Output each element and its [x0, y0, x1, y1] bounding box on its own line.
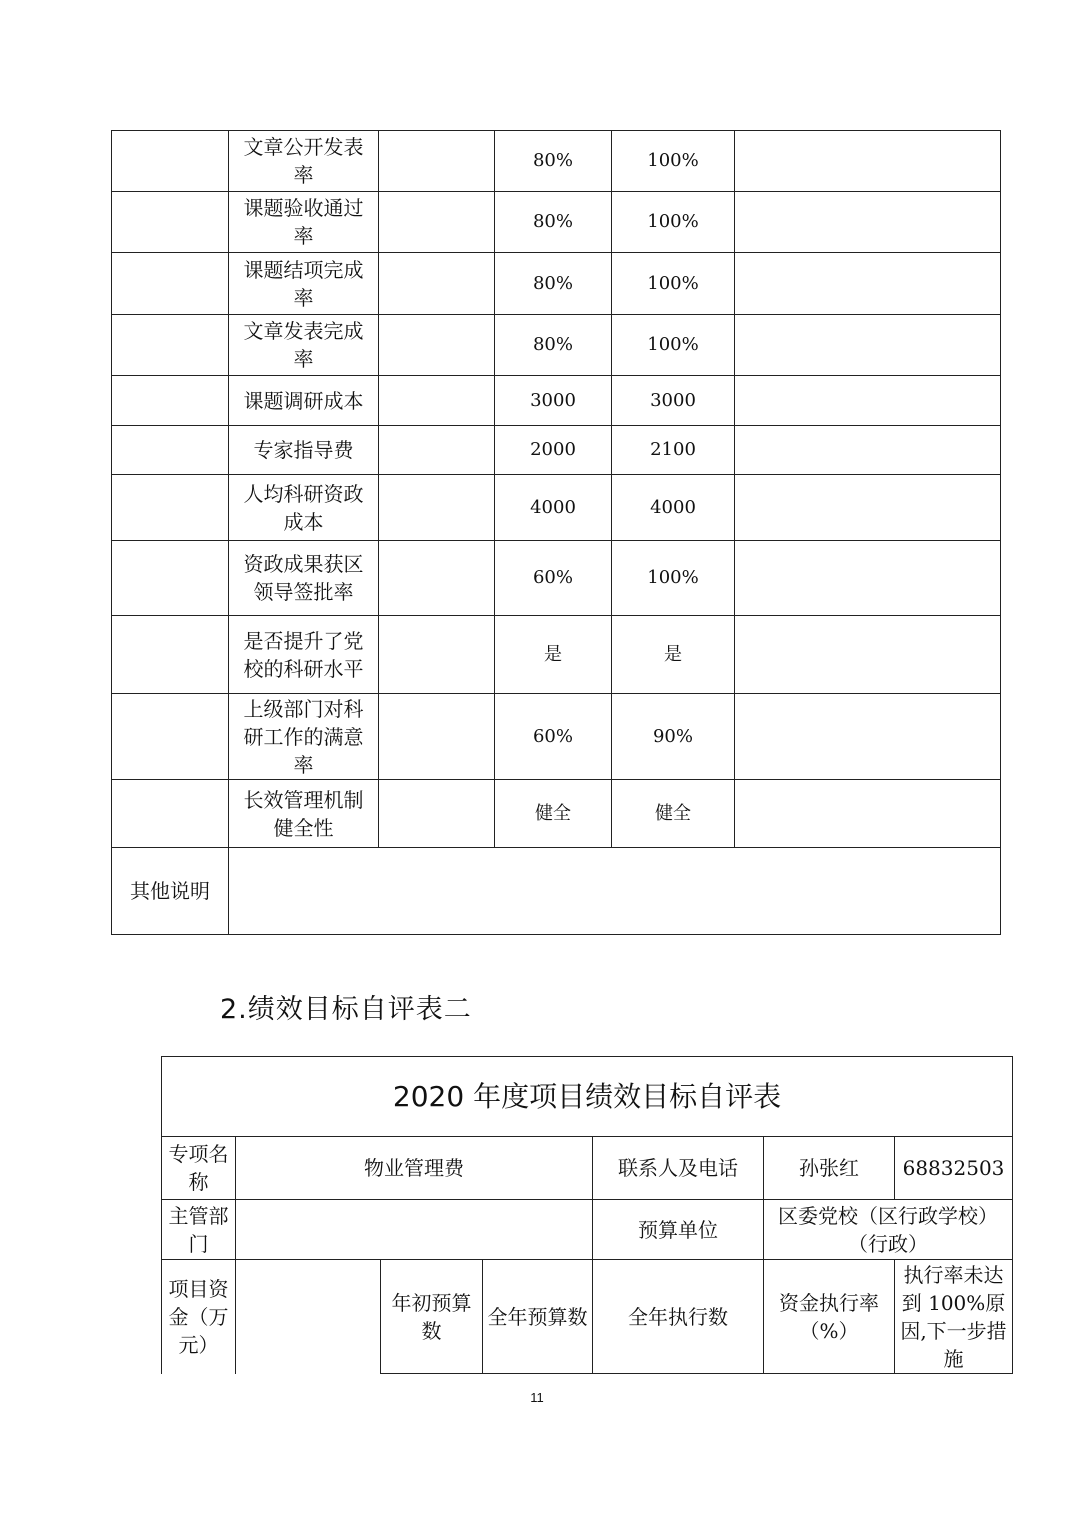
form-title: 2020 年度项目绩效目标自评表: [162, 1057, 1013, 1137]
indicator-name: 文章发表完成率: [229, 315, 379, 376]
project-name-value: 物业管理费: [236, 1137, 593, 1200]
indicator-target: 4000: [495, 475, 612, 541]
indicator-actual: 是: [612, 616, 735, 694]
indicator-actual: 2100: [612, 426, 735, 475]
indicator-target: 80%: [495, 315, 612, 376]
contact-phone: 68832503: [895, 1137, 1013, 1200]
indicator-target: 3000: [495, 376, 612, 426]
indicator-target: 80%: [495, 131, 612, 192]
table-row: [112, 253, 1001, 315]
col-annual-budget: 全年预算数: [483, 1260, 593, 1374]
table-row: [112, 376, 1001, 426]
form-title-row: [162, 1057, 1013, 1137]
budget-unit-value: 区委党校（区行政学校）（行政）: [764, 1200, 1013, 1260]
table-row: [112, 780, 1001, 848]
indicator-name: 课题调研成本: [229, 376, 379, 426]
section-title: 2.绩效目标自评表二: [220, 994, 472, 1025]
indicator-table: [111, 130, 1001, 935]
indicator-actual: 4000: [612, 475, 735, 541]
indicator-name: 课题结项完成率: [229, 253, 379, 315]
indicator-name: 人均科研资政成本: [229, 475, 379, 541]
indicator-actual: 100%: [612, 131, 735, 192]
project-name-row: [162, 1137, 1013, 1200]
other-notes-value: [229, 848, 1001, 935]
indicator-target: 60%: [495, 541, 612, 616]
table-row: [112, 616, 1001, 694]
indicator-actual: 100%: [612, 253, 735, 315]
funds-label: 项目资金（万元）: [162, 1260, 236, 1374]
dept-row: [162, 1200, 1013, 1260]
indicator-target: 60%: [495, 694, 612, 780]
budget-unit-label: 预算单位: [593, 1200, 764, 1260]
self-evaluation-form: [161, 1056, 1013, 1374]
other-notes-row: [112, 848, 1001, 935]
indicator-target: 80%: [495, 192, 612, 253]
col-execution-rate: 资金执行率（%）: [764, 1260, 895, 1374]
indicator-name: 资政成果获区领导签批率: [229, 541, 379, 616]
table-row: [112, 131, 1001, 192]
other-notes-label: 其他说明: [112, 848, 229, 935]
contact-name: 孙张红: [764, 1137, 895, 1200]
project-name-label: 专项名称: [162, 1137, 236, 1200]
indicator-actual: 100%: [612, 192, 735, 253]
dept-value: [236, 1200, 593, 1260]
dept-label: 主管部门: [162, 1200, 236, 1260]
col-annual-execution: 全年执行数: [593, 1260, 764, 1374]
table-row: [112, 315, 1001, 376]
indicator-name: 是否提升了党校的科研水平: [229, 616, 379, 694]
table-row: [112, 694, 1001, 780]
funds-blank: [236, 1260, 381, 1374]
indicator-target: 2000: [495, 426, 612, 475]
indicator-name: 长效管理机制健全性: [229, 780, 379, 848]
indicator-actual: 健全: [612, 780, 735, 848]
indicator-actual: 100%: [612, 541, 735, 616]
contact-label: 联系人及电话: [593, 1137, 764, 1200]
indicator-actual: 90%: [612, 694, 735, 780]
col-reason: 执行率未达到 100%原因,下一步措施: [895, 1260, 1013, 1374]
indicator-actual: 3000: [612, 376, 735, 426]
indicator-name: 课题验收通过率: [229, 192, 379, 253]
indicator-name: 上级部门对科研工作的满意率: [229, 694, 379, 780]
indicator-name: 专家指导费: [229, 426, 379, 475]
page-number: 11: [530, 1390, 544, 1405]
indicator-target: 80%: [495, 253, 612, 315]
indicator-name: 文章公开发表率: [229, 131, 379, 192]
table-row: [112, 192, 1001, 253]
table-row: [112, 475, 1001, 541]
indicator-target: 是: [495, 616, 612, 694]
table-row: [112, 541, 1001, 616]
indicator-actual: 100%: [612, 315, 735, 376]
table-row: [112, 426, 1001, 475]
funds-header-row: [162, 1260, 1013, 1374]
indicator-target: 健全: [495, 780, 612, 848]
col-initial-budget: 年初预算数: [381, 1260, 483, 1374]
